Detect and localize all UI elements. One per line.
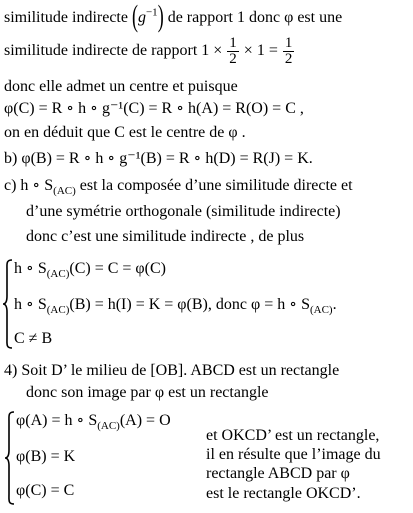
frac-num: 1 [229,35,237,51]
row-1-rest: (A) = O [119,412,171,429]
line-11: donc son image par φ est un rectangle [26,384,269,401]
system-2-row-2: φ(B) = K [16,448,76,465]
system-1 [2,258,412,350]
text-similitude: similitude indirecte [4,9,128,26]
system-1-row-3: C ≠ B [14,330,53,347]
system-1-row-2 [14,296,337,317]
inverse-exponent: −1 [145,6,158,19]
line-3: donc elle admet un centre et puisque [4,78,238,95]
subscript-ac: (AC) [46,304,70,317]
line-9: donc c’est une similitude indirecte , de plus [26,228,305,245]
text-composee: est la composée d’une similitude directe et [79,177,353,194]
line-7 [4,177,353,198]
h-compose-s: h ∘ S [14,260,47,277]
line-4: φ(C) = R ∘ h ∘ g⁻¹(C) = R ∘ h(A) = R(O) = C , [4,100,304,117]
frac-den: 2 [229,51,237,67]
text-rapport: de rapport 1 donc [167,9,281,26]
line-1 [4,0,343,33]
row-1-rest: (C) = C = φ(C) [69,260,166,277]
text-rapport-product: similitude indirecte de rapport 1 × [4,42,223,60]
subscript-ac: (AC) [53,185,76,198]
line-6: b) φ(B) = R ∘ h ∘ g⁻¹(B) = R ∘ h(D) = R(J) = K. [4,150,313,167]
side-line-1: et OKCD’ est un rectangle, [206,427,380,444]
side-conclusion [206,426,381,503]
line-2 [4,36,295,67]
paren-open: ( [131,0,138,33]
side-line-2: il en résulte que l’image du [206,446,381,464]
left-brace-icon [4,410,16,506]
side-line-4: est le rectangle OKCD’. [206,484,361,502]
subscript-ac: (AC) [46,268,70,281]
frac-num: 1 [284,35,293,51]
h-compose-s: h ∘ S [14,296,47,313]
line-5: on en déduit que C est le centre de φ . [4,124,246,141]
line-8: d’une symétrie orthogonale (similitude indirecte) [26,203,341,220]
frac-den: 2 [284,51,293,67]
system-2 [4,410,204,506]
subscript-ac: (AC) [309,304,333,317]
system-2-row-3: φ(C) = C [16,482,75,499]
subscript-ac: (AC) [97,420,120,433]
system-2-row-1 [16,412,171,433]
period: . [332,296,337,313]
left-brace-icon [2,258,14,350]
text-est-une: est une [297,9,343,26]
fraction-one-half-b [283,36,295,67]
phi-symbol: φ [284,9,294,26]
phi-a-compose: φ(A) = h ∘ S [16,412,98,429]
row-2-rest: (B) = h(I) = K = φ(B), donc φ = h ∘ S [69,296,310,313]
paren-close: ) [157,0,164,33]
fraction-one-half-a [227,36,239,67]
line-10: 4) Soit D’ le milieu de [OB]. ABCD est un rectangle [4,362,340,379]
h-compose-s: c) h ∘ S [4,177,54,194]
text-times-one: × 1 = [243,42,278,60]
system-1-row-1 [14,260,166,281]
g-symbol: g [137,9,146,26]
side-line-3: rectangle ABCD par φ [206,465,350,483]
